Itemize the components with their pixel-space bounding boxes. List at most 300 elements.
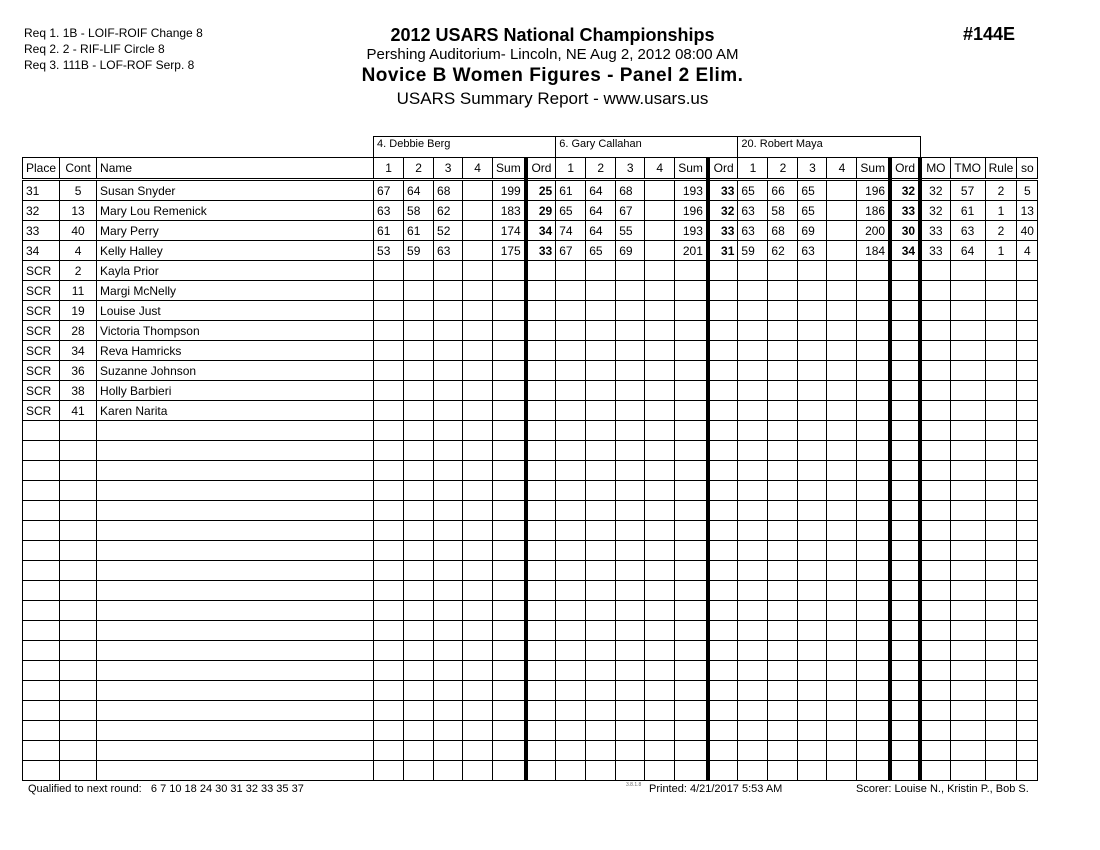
score-cell (738, 341, 768, 361)
score-cell (463, 180, 493, 201)
score-cell (798, 301, 827, 321)
sum-cell: 193 (675, 180, 708, 201)
ord-cell (526, 301, 556, 321)
score-cell (738, 361, 768, 381)
mo-cell (920, 361, 950, 381)
ord-cell (890, 721, 920, 741)
score-cell (768, 701, 798, 721)
cont-cell: 4 (60, 241, 97, 261)
score-cell (616, 341, 645, 361)
ord-cell (708, 301, 738, 321)
score-cell (556, 421, 586, 441)
score-cell (404, 321, 434, 341)
ord-cell (708, 481, 738, 501)
place-cell: SCR (23, 281, 60, 301)
sum-cell (493, 261, 526, 281)
sum-cell (675, 261, 708, 281)
cont-cell: 34 (60, 341, 97, 361)
place-cell: SCR (23, 321, 60, 341)
ord-cell (708, 521, 738, 541)
table-row (23, 641, 1038, 661)
place-cell: SCR (23, 301, 60, 321)
score-cell (404, 581, 434, 601)
score-cell (768, 501, 798, 521)
score-cell (827, 461, 857, 481)
table-row (23, 661, 1038, 681)
score-cell (586, 701, 616, 721)
name-cell (97, 761, 374, 781)
place-cell (23, 501, 60, 521)
score-cell (738, 441, 768, 461)
score-cell (404, 521, 434, 541)
table-row (23, 501, 1038, 521)
rule-cell: 2 (985, 221, 1017, 241)
ord-cell (708, 261, 738, 281)
score-cell (463, 301, 493, 321)
tmo-cell (950, 281, 985, 301)
cont-cell (60, 661, 97, 681)
score-cell (434, 481, 463, 501)
score-cell (645, 301, 675, 321)
score-cell (404, 681, 434, 701)
table-row (23, 381, 1038, 401)
score-cell (798, 741, 827, 761)
score-cell (616, 521, 645, 541)
tmo-cell: 64 (950, 241, 985, 261)
score-cell: 64 (586, 201, 616, 221)
version-label: 3.8.1.8 (626, 782, 642, 788)
score-cell (556, 761, 586, 781)
score-cell (374, 741, 404, 761)
cont-cell (60, 421, 97, 441)
score-cell (738, 641, 768, 661)
cont-cell: 41 (60, 401, 97, 421)
table-row (23, 361, 1038, 381)
score-cell: 65 (798, 201, 827, 221)
score-cell (434, 281, 463, 301)
so-cell: 40 (1017, 221, 1038, 241)
cont-cell (60, 761, 97, 781)
ord-cell (526, 721, 556, 741)
report-title: 2012 USARS National Championships (390, 25, 715, 45)
score-cell (586, 561, 616, 581)
score-cell (645, 581, 675, 601)
table-row (23, 321, 1038, 341)
score-cell (738, 701, 768, 721)
score-cell (645, 541, 675, 561)
score-cell (616, 321, 645, 341)
name-cell: Margi McNelly (97, 281, 374, 301)
score-cell (434, 361, 463, 381)
score-cell (586, 321, 616, 341)
score-cell: 52 (434, 221, 463, 241)
score-cell (768, 681, 798, 701)
score-cell: 67 (616, 201, 645, 221)
score-cell (645, 701, 675, 721)
score-cell (827, 701, 857, 721)
score-cell (645, 461, 675, 481)
score-cell (586, 621, 616, 641)
table-row (23, 541, 1038, 561)
rule-cell (985, 621, 1017, 641)
score-cell (768, 481, 798, 501)
so-cell (1017, 661, 1038, 681)
tmo-cell (950, 661, 985, 681)
so-cell (1017, 521, 1038, 541)
cont-cell: 19 (60, 301, 97, 321)
table-row (23, 461, 1038, 481)
score-cell (768, 381, 798, 401)
score-cell (404, 561, 434, 581)
mo-cell (920, 301, 950, 321)
score-cell (827, 361, 857, 381)
score-cell (434, 501, 463, 521)
score-cell (738, 541, 768, 561)
ord-cell (526, 641, 556, 661)
sum-cell (675, 621, 708, 641)
mo-cell: 33 (920, 241, 950, 261)
score-cell (616, 561, 645, 581)
score-cell (616, 401, 645, 421)
score-cell (798, 501, 827, 521)
sum-cell (493, 441, 526, 461)
sum-cell (493, 681, 526, 701)
so-cell (1017, 341, 1038, 361)
tmo-cell (950, 561, 985, 581)
rule-cell: 1 (985, 201, 1017, 221)
place-cell (23, 541, 60, 561)
ord-cell (526, 601, 556, 621)
cont-cell: 40 (60, 221, 97, 241)
score-cell (738, 661, 768, 681)
score-cell (827, 421, 857, 441)
score-cell (434, 261, 463, 281)
score-cell (798, 701, 827, 721)
score-cell (645, 361, 675, 381)
ord-cell (890, 461, 920, 481)
ord-cell (708, 561, 738, 581)
sum-cell (857, 461, 890, 481)
score-cell (768, 341, 798, 361)
score-cell (645, 441, 675, 461)
score-cell (434, 661, 463, 681)
place-cell: SCR (23, 361, 60, 381)
rule-cell (985, 381, 1017, 401)
col-mo: MO (920, 158, 950, 180)
col-judge-2-1: 1 (556, 158, 586, 180)
col-tmo: TMO (950, 158, 985, 180)
tmo-cell (950, 401, 985, 421)
tmo-cell (950, 621, 985, 641)
score-cell (404, 621, 434, 641)
score-cell (798, 661, 827, 681)
mo-cell (920, 641, 950, 661)
score-cell: 67 (556, 241, 586, 261)
ord-cell (890, 281, 920, 301)
score-cell (463, 321, 493, 341)
so-cell (1017, 741, 1038, 761)
score-cell (645, 321, 675, 341)
rule-cell (985, 581, 1017, 601)
rule-cell (985, 541, 1017, 561)
score-cell (374, 621, 404, 641)
score-cell (404, 461, 434, 481)
ord-cell (526, 281, 556, 301)
sum-cell (493, 501, 526, 521)
sum-cell: 200 (857, 221, 890, 241)
score-cell (374, 461, 404, 481)
mo-cell (920, 341, 950, 361)
score-cell (556, 701, 586, 721)
ord-cell (890, 401, 920, 421)
score-cell (404, 501, 434, 521)
score-cell (556, 461, 586, 481)
score-cell (798, 621, 827, 641)
score-cell (768, 361, 798, 381)
score-cell (434, 421, 463, 441)
score-cell (463, 581, 493, 601)
ord-cell: 30 (890, 221, 920, 241)
score-cell (738, 381, 768, 401)
score-cell: 58 (404, 201, 434, 221)
score-cell (798, 361, 827, 381)
qualified-line (28, 783, 304, 795)
place-cell (23, 721, 60, 741)
score-cell (463, 401, 493, 421)
sum-cell (857, 281, 890, 301)
score-cell (616, 741, 645, 761)
score-cell (616, 281, 645, 301)
score-cell: 64 (586, 221, 616, 241)
mo-cell (920, 261, 950, 281)
ord-cell (708, 381, 738, 401)
ord-cell: 29 (526, 201, 556, 221)
cont-cell (60, 521, 97, 541)
score-cell (738, 561, 768, 581)
col-judge-1-sum: Sum (493, 158, 526, 180)
tmo-cell (950, 341, 985, 361)
score-cell (827, 721, 857, 741)
mo-cell (920, 281, 950, 301)
score-cell (374, 481, 404, 501)
score-cell: 68 (616, 180, 645, 201)
rule-cell (985, 481, 1017, 501)
score-cell: 62 (434, 201, 463, 221)
score-cell (798, 341, 827, 361)
ord-cell (890, 601, 920, 621)
cont-cell (60, 541, 97, 561)
sum-cell (857, 681, 890, 701)
score-cell (738, 621, 768, 641)
cont-cell (60, 561, 97, 581)
sum-cell (857, 341, 890, 361)
score-cell (827, 261, 857, 281)
score-cell (798, 461, 827, 481)
ord-cell (708, 361, 738, 381)
ord-cell (708, 601, 738, 621)
place-cell (23, 461, 60, 481)
score-cell (768, 661, 798, 681)
score-cell (374, 641, 404, 661)
so-cell (1017, 701, 1038, 721)
score-cell (768, 521, 798, 541)
name-cell: Holly Barbieri (97, 381, 374, 401)
score-cell (768, 621, 798, 641)
column-header-row (23, 158, 1038, 180)
score-cell (463, 701, 493, 721)
cont-cell: 11 (60, 281, 97, 301)
so-cell (1017, 721, 1038, 741)
name-cell: Kayla Prior (97, 261, 374, 281)
score-cell (645, 281, 675, 301)
name-cell: Mary Perry (97, 221, 374, 241)
name-cell (97, 641, 374, 661)
sum-cell (857, 361, 890, 381)
rule-cell (985, 341, 1017, 361)
so-cell (1017, 321, 1038, 341)
score-cell (556, 441, 586, 461)
table-row (23, 261, 1038, 281)
so-cell (1017, 301, 1038, 321)
tmo-cell (950, 641, 985, 661)
score-cell (463, 641, 493, 661)
score-cell (586, 641, 616, 661)
score-cell (374, 321, 404, 341)
sum-cell (857, 421, 890, 441)
ord-cell (708, 341, 738, 361)
ord-cell (526, 401, 556, 421)
score-cell (374, 661, 404, 681)
mo-cell (920, 741, 950, 761)
score-cell (463, 361, 493, 381)
place-cell (23, 741, 60, 761)
requirement-2: Req 2. 2 - RIF-LIF Circle 8 (24, 42, 165, 56)
score-cell (738, 401, 768, 421)
mo-cell (920, 621, 950, 641)
score-cell (556, 661, 586, 681)
tmo-cell (950, 261, 985, 281)
score-cell (738, 421, 768, 441)
rule-cell (985, 321, 1017, 341)
score-cell (827, 341, 857, 361)
so-cell (1017, 641, 1038, 661)
sum-cell (493, 281, 526, 301)
score-cell (738, 681, 768, 701)
scorer-list: Scorer: Louise N., Kristin P., Bob S. (856, 783, 1029, 795)
ord-cell (526, 381, 556, 401)
score-cell (616, 301, 645, 321)
mo-cell (920, 521, 950, 541)
score-cell: 67 (374, 180, 404, 201)
col-judge-3-2: 2 (768, 158, 798, 180)
sum-cell: 196 (675, 201, 708, 221)
so-cell (1017, 361, 1038, 381)
rule-cell: 2 (985, 180, 1017, 201)
sum-cell (857, 761, 890, 781)
ord-cell (890, 701, 920, 721)
score-cell (738, 581, 768, 601)
sum-cell (675, 521, 708, 541)
place-cell (23, 561, 60, 581)
score-cell (463, 441, 493, 461)
col-judge-3-1: 1 (738, 158, 768, 180)
score-cell (556, 641, 586, 661)
score-cell (434, 521, 463, 541)
score-cell (463, 221, 493, 241)
mo-cell (920, 701, 950, 721)
score-cell (586, 541, 616, 561)
score-cell (827, 321, 857, 341)
score-cell (586, 741, 616, 761)
col-judge-2-sum: Sum (675, 158, 708, 180)
ord-cell (526, 561, 556, 581)
sum-cell: 186 (857, 201, 890, 221)
rule-cell: 1 (985, 241, 1017, 261)
cont-cell (60, 681, 97, 701)
score-cell (768, 421, 798, 441)
col-so: so (1017, 158, 1038, 180)
score-cell (645, 741, 675, 761)
score-cell (738, 261, 768, 281)
score-cell (645, 641, 675, 661)
score-cell (434, 601, 463, 621)
table-row (23, 421, 1038, 441)
score-cell: 68 (434, 180, 463, 201)
col-judge-2-2: 2 (586, 158, 616, 180)
score-cell (556, 401, 586, 421)
score-cell: 64 (586, 180, 616, 201)
mo-cell (920, 321, 950, 341)
sum-cell (493, 661, 526, 681)
qualified-list: 6 7 10 18 24 30 31 32 33 35 37 (150, 783, 304, 795)
score-cell (586, 441, 616, 461)
cont-cell (60, 641, 97, 661)
name-cell: Susan Snyder (97, 180, 374, 201)
score-cell (645, 381, 675, 401)
mo-cell (920, 461, 950, 481)
score-cell (768, 761, 798, 781)
ord-cell: 33 (708, 180, 738, 201)
score-cell (827, 741, 857, 761)
col-place: Place (23, 158, 60, 180)
sum-cell (493, 541, 526, 561)
ord-cell (526, 441, 556, 461)
score-cell (827, 561, 857, 581)
mo-cell: 33 (920, 221, 950, 241)
sum-cell (857, 621, 890, 641)
score-cell (556, 601, 586, 621)
ord-cell: 34 (526, 221, 556, 241)
score-cell (374, 581, 404, 601)
score-cell (434, 461, 463, 481)
score-cell (404, 661, 434, 681)
tmo-cell (950, 461, 985, 481)
score-cell (616, 681, 645, 701)
table-row (23, 621, 1038, 641)
score-cell (404, 401, 434, 421)
table-row (23, 241, 1038, 261)
score-cell (586, 461, 616, 481)
score-cell (798, 761, 827, 781)
score-cell (768, 401, 798, 421)
ord-cell (890, 561, 920, 581)
sum-cell: 183 (493, 201, 526, 221)
ord-cell (708, 581, 738, 601)
score-cell (798, 441, 827, 461)
judge-name: 20. Robert Maya (738, 137, 920, 158)
tmo-cell (950, 301, 985, 321)
table-row (23, 721, 1038, 741)
